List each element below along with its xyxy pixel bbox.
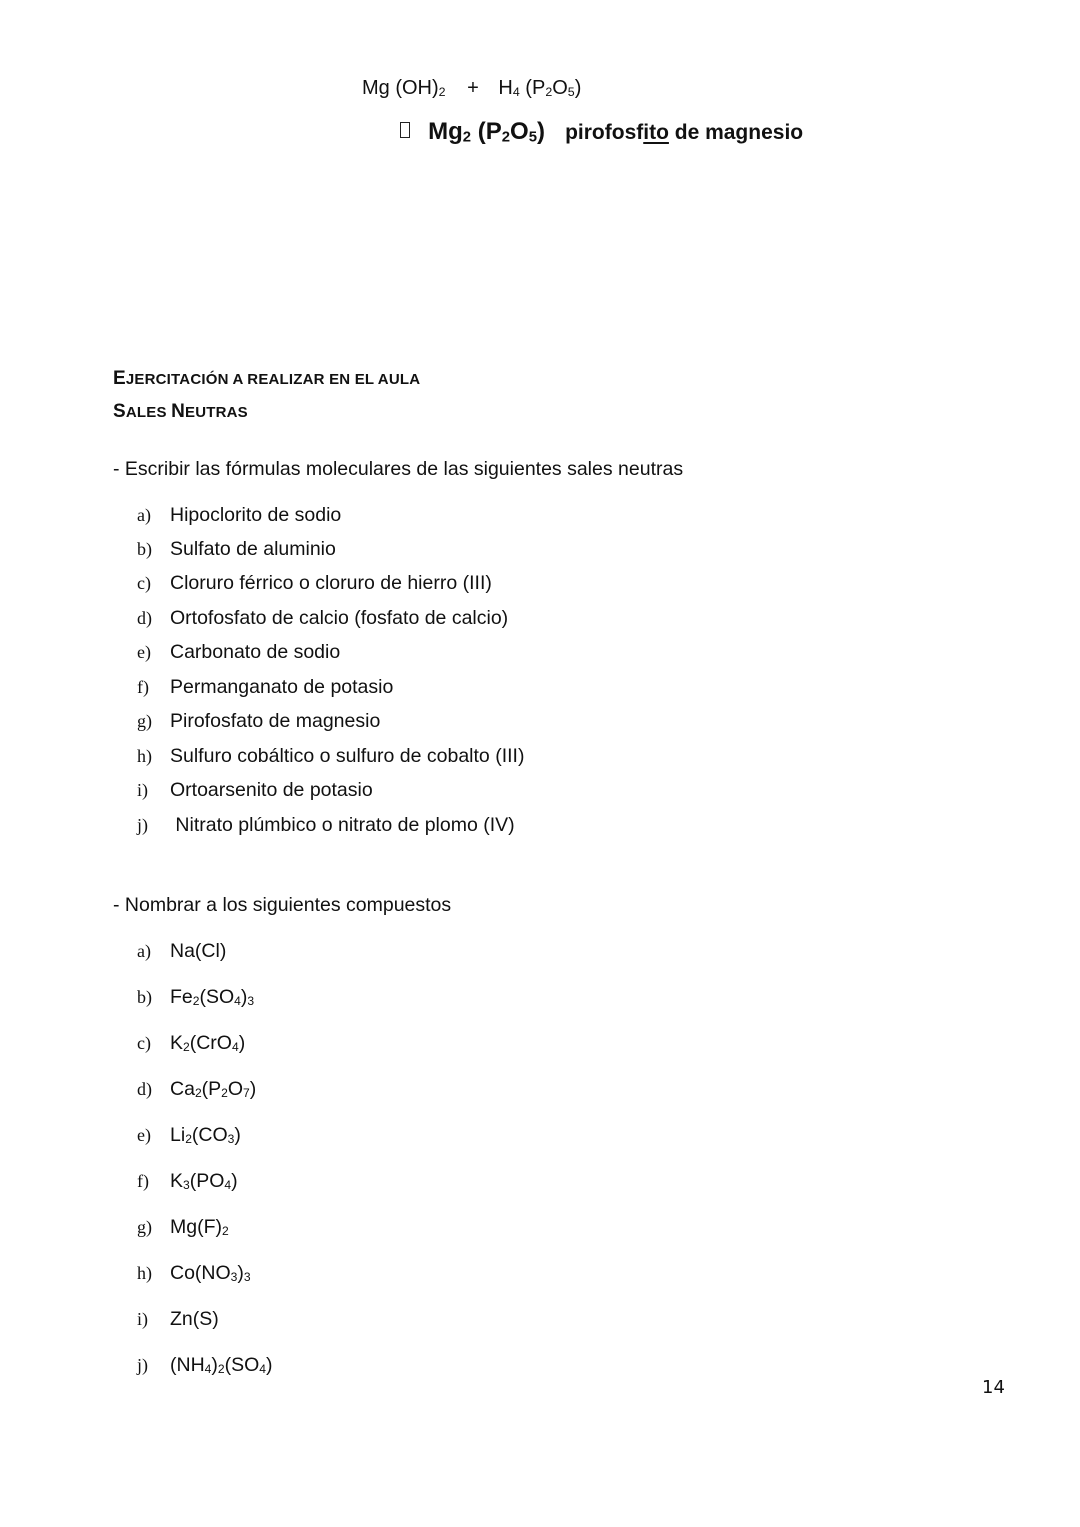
reactant-pyrophosphorous-acid: $H_4$ $(P_2O_5)$: [498, 77, 582, 100]
product-name: pirofosfito de magnesio: [565, 121, 804, 144]
list-item: d) $Ca_2(P_2O_7)$: [137, 1078, 257, 1101]
compound-formula: $Li_2(CO_3)$: [170, 1124, 241, 1147]
list-item: b) Sulfato de aluminio: [137, 538, 336, 560]
list-item: g) Pirofosfato de magnesio: [137, 710, 381, 732]
reaction-product: [400, 118, 803, 146]
plus-sign: +: [467, 77, 479, 99]
list-item: e) $Li_2(CO_3)$: [137, 1124, 241, 1147]
compound-formula: $(NH_4)_2(SO_4)$: [170, 1354, 273, 1377]
right-arrow-icon: [400, 122, 410, 138]
exercise2-instruction: - Nombrar a los siguientes compuestos: [113, 894, 452, 916]
list-item: e) Carbonato de sodio: [137, 641, 341, 663]
list-item: a) Hipoclorito de sodio: [137, 504, 342, 526]
compound-formula: $K_3(PO_4)$: [170, 1170, 238, 1193]
suffix-emphasis: ito: [643, 121, 669, 144]
list-item: c) $K_2(CrO_4)$: [137, 1032, 246, 1055]
list-item: i) Ortoarsenito de potasio: [137, 779, 373, 801]
compound-formula: $Co(NO_3)_3$: [170, 1262, 251, 1285]
reactant-magnesium-hydroxide: Mg $(OH)_2$: [362, 77, 446, 100]
section-subheading: SALES NEUTRAS: [113, 401, 248, 422]
list-item: i) Zn(S): [137, 1308, 219, 1330]
compound-formula: $Ca_2(P_2O_7)$: [170, 1078, 257, 1101]
compound-formula: $K_2(CrO_4)$: [170, 1032, 246, 1055]
list-item: h) $Co(NO_3)_3$: [137, 1262, 251, 1285]
section-heading: EJERCITACIÓN A REALIZAR EN EL AULA: [113, 368, 421, 389]
list-item: h) Sulfuro cobáltico o sulfuro de cobalto (III): [137, 745, 525, 767]
list-item: f) Permanganato de potasio: [137, 676, 394, 698]
list-item: a) Na(Cl): [137, 940, 227, 962]
list-item: b) $Fe_2(SO_4)_3$: [137, 986, 255, 1009]
compound-formula: Zn(S): [170, 1308, 219, 1330]
exercise1-instruction: - Escribir las fórmulas moleculares de las siguientes sales neutras: [113, 458, 684, 480]
compound-formula: Na(Cl): [170, 940, 227, 962]
compound-formula: $Mg(F)_2$: [170, 1216, 229, 1239]
list-item: j) $(NH_4)_2(SO_4)$: [137, 1354, 273, 1377]
product-formula: $Mg_2$ $(P_2O_5)$: [428, 118, 545, 146]
page-number: 14: [982, 1377, 1005, 1398]
list-item: c) Cloruro férrico o cloruro de hierro (III): [137, 572, 492, 594]
list-item: f) $K_3(PO_4)$: [137, 1170, 238, 1193]
list-item: d) Ortofosfato de calcio (fosfato de calcio): [137, 607, 509, 629]
list-item: j) Nitrato plúmbico o nitrato de plomo (IV): [137, 814, 515, 836]
reaction-reactants: [362, 77, 581, 100]
compound-formula: $Fe_2(SO_4)_3$: [170, 986, 255, 1009]
list-item: g) $Mg(F)_2$: [137, 1216, 229, 1239]
